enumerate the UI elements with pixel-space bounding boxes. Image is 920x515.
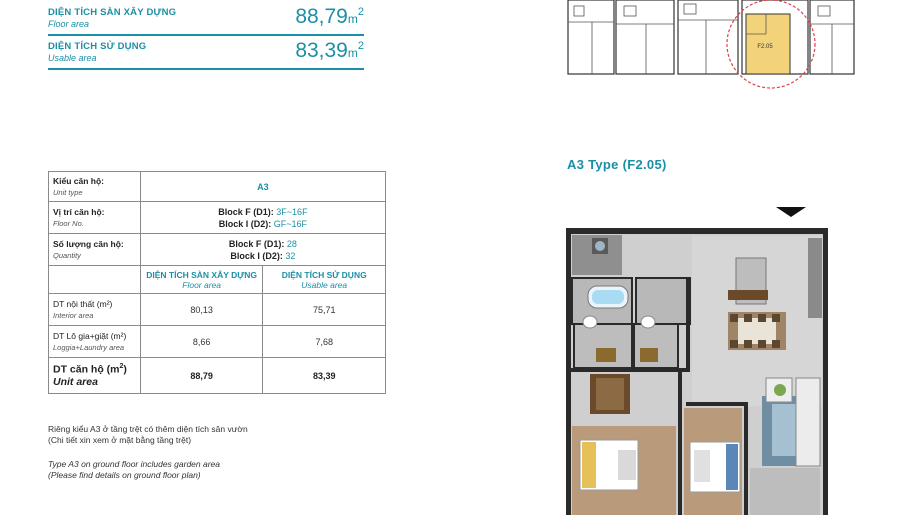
usable-area-value: $83,39m^2$ xyxy=(295,39,364,62)
floor-label: Vị trí căn hộ: Floor No. xyxy=(49,202,141,234)
table-row xyxy=(49,294,386,326)
key-plan xyxy=(566,0,856,92)
divider xyxy=(48,68,364,70)
note-en: Type A3 on ground floor includes garden area (Please find details on ground floor plan) xyxy=(48,459,221,480)
floor-area-value: $88,79m^2$ xyxy=(295,5,364,28)
empty-cell xyxy=(49,266,141,294)
usable-area-label-en: Usable area xyxy=(48,53,97,63)
plan-type-title: A3 Type (F2.05) xyxy=(567,157,667,172)
table-header-row xyxy=(49,266,386,294)
floor-value: Block F (D1): 3F~16F Block I (D2): GF~16F xyxy=(140,202,385,234)
quantity-value: Block F (D1): 28 Block I (D2): 32 xyxy=(140,234,385,266)
total-label: DT căn hộ $(m^2)$ Unit area xyxy=(49,358,141,394)
table-row-total xyxy=(49,358,386,394)
unit-type-label: Kiểu căn hộ: Unit type xyxy=(49,172,141,202)
row-label: DT nội thất (m²) Interior area xyxy=(49,294,141,326)
divider xyxy=(48,34,364,36)
quantity-label: Số lượng căn hộ: Quantity xyxy=(49,234,141,266)
total-floor-value: 88,79 xyxy=(140,358,263,394)
usable-area-label-vn: DIỆN TÍCH SỬ DỤNG xyxy=(48,41,147,52)
interior-floor-value: 80,13 xyxy=(140,294,263,326)
usable-area-row xyxy=(48,38,364,66)
row-label: DT Lô gia+giặt (m²) Loggia+Laundry area xyxy=(49,326,141,358)
interior-usable-value: 75,71 xyxy=(263,294,386,326)
entrance-arrow-icon xyxy=(774,206,808,218)
col-header-floor-area: DIỆN TÍCH SÀN XÂY DỰNG Floor area xyxy=(140,266,263,294)
floor-area-label-en: Floor area xyxy=(48,19,90,29)
key-plan-unit-label: F2.05 xyxy=(757,44,773,50)
total-usable-value: 83,39 xyxy=(263,358,386,394)
table-row xyxy=(49,326,386,358)
table-row-quantity xyxy=(49,234,386,266)
floor-area-label-vn: DIỆN TÍCH SÀN XÂY DỰNG xyxy=(48,7,177,18)
table-row-unit-type xyxy=(49,172,386,202)
loggia-floor-value: 8,66 xyxy=(140,326,263,358)
col-header-usable-area: DIỆN TÍCH SỬ DỤNG Usable area xyxy=(263,266,386,294)
unit-type-value: A3 xyxy=(140,172,385,202)
note-vn: Riêng kiểu A3 ở tầng trệt có thêm diện tích sân vườn (Chi tiết xin xem ở mặt bằng tầng trệt) xyxy=(48,424,248,445)
floor-plan xyxy=(566,228,830,515)
unit-info-table xyxy=(48,171,386,394)
table-row-floor xyxy=(49,202,386,234)
loggia-usable-value: 7,68 xyxy=(263,326,386,358)
floor-area-row xyxy=(48,4,364,32)
